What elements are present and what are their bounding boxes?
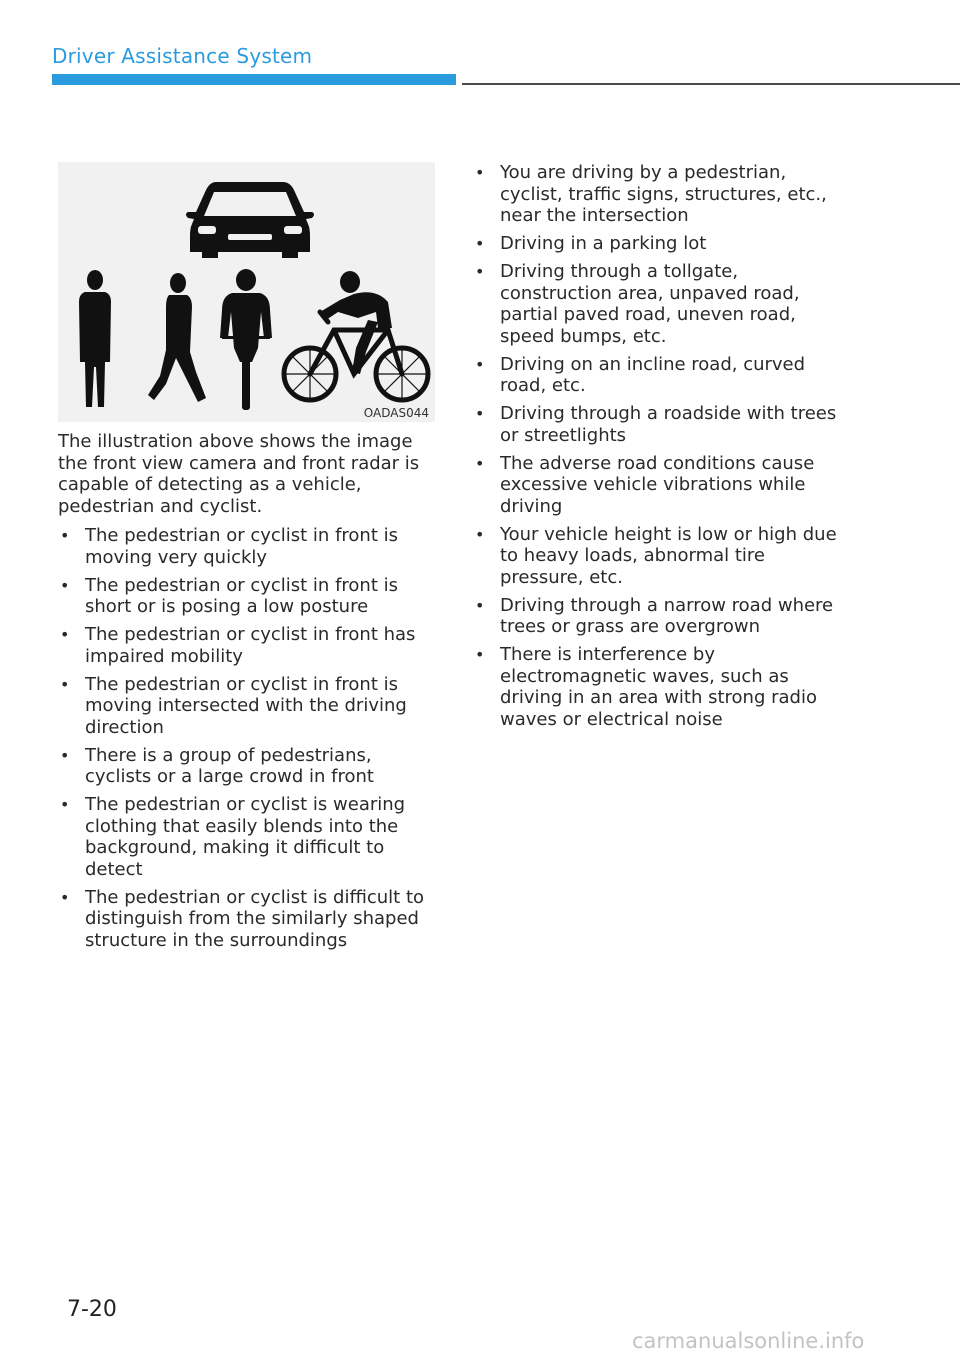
list-item: • Your vehicle height is low or high due to heavy loads, abnormal tire pressure, etc. — [473, 524, 853, 589]
cyclist-front-icon — [220, 269, 272, 410]
detection-illustration — [58, 162, 435, 422]
figure-code: OADAS044 — [363, 406, 429, 420]
page-number: 7-20 — [67, 1297, 117, 1322]
left-bullet-list — [58, 525, 438, 951]
section-title: Driver Assistance System — [52, 44, 313, 68]
right-column — [473, 162, 853, 737]
list-item: • The pedestrian or cyclist is difficult to distinguish from the similarly shaped structure in the surroundings — [58, 887, 438, 952]
list-item: • The pedestrian or cyclist in front is moving intersected with the driving direction — [58, 674, 438, 739]
illustration-svg — [58, 162, 435, 422]
list-item: • The pedestrian or cyclist in front is moving very quickly — [58, 525, 438, 568]
list-item: • You are driving by a pedestrian, cyclist, traffic signs, structures, etc., near the intersection — [473, 162, 853, 227]
list-item: • The pedestrian or cyclist in front is short or is posing a low posture — [58, 575, 438, 618]
intro-paragraph: The illustration above shows the image the front view camera and front radar is capable of detecting as a vehicle, pedestrian and cyclist. — [58, 431, 420, 517]
list-item: • Driving through a roadside with trees or streetlights — [473, 403, 853, 446]
standing-pedestrian-icon — [79, 270, 111, 407]
list-item: • The pedestrian or cyclist in front has impaired mobility — [58, 624, 438, 667]
list-item: • The adverse road conditions cause excessive vehicle vibrations while driving — [473, 453, 853, 518]
list-item: • Driving in a parking lot — [473, 233, 853, 255]
cyclist-side-icon — [284, 271, 428, 400]
list-item: • The pedestrian or cyclist is wearing clothing that easily blends into the background, making it difficult to detect — [58, 794, 438, 880]
header-divider — [462, 83, 960, 85]
watermark: carmanualsonline.info — [632, 1329, 865, 1353]
list-item: • There is a group of pedestrians, cyclists or a large crowd in front — [58, 745, 438, 788]
list-item: • Driving on an incline road, curved road, etc. — [473, 354, 853, 397]
left-column — [58, 431, 438, 958]
right-bullet-list — [473, 162, 853, 730]
walking-pedestrian-icon — [148, 273, 206, 402]
list-item: • There is interference by electromagnetic waves, such as driving in an area with strong radio waves or electrical noise — [473, 644, 853, 730]
car-icon — [186, 182, 314, 258]
list-item: • Driving through a tollgate, construction area, unpaved road, partial paved road, uneven road, speed bumps, etc. — [473, 261, 853, 347]
list-item: • Driving through a narrow road where trees or grass are overgrown — [473, 595, 853, 638]
header-accent-bar — [52, 74, 456, 85]
